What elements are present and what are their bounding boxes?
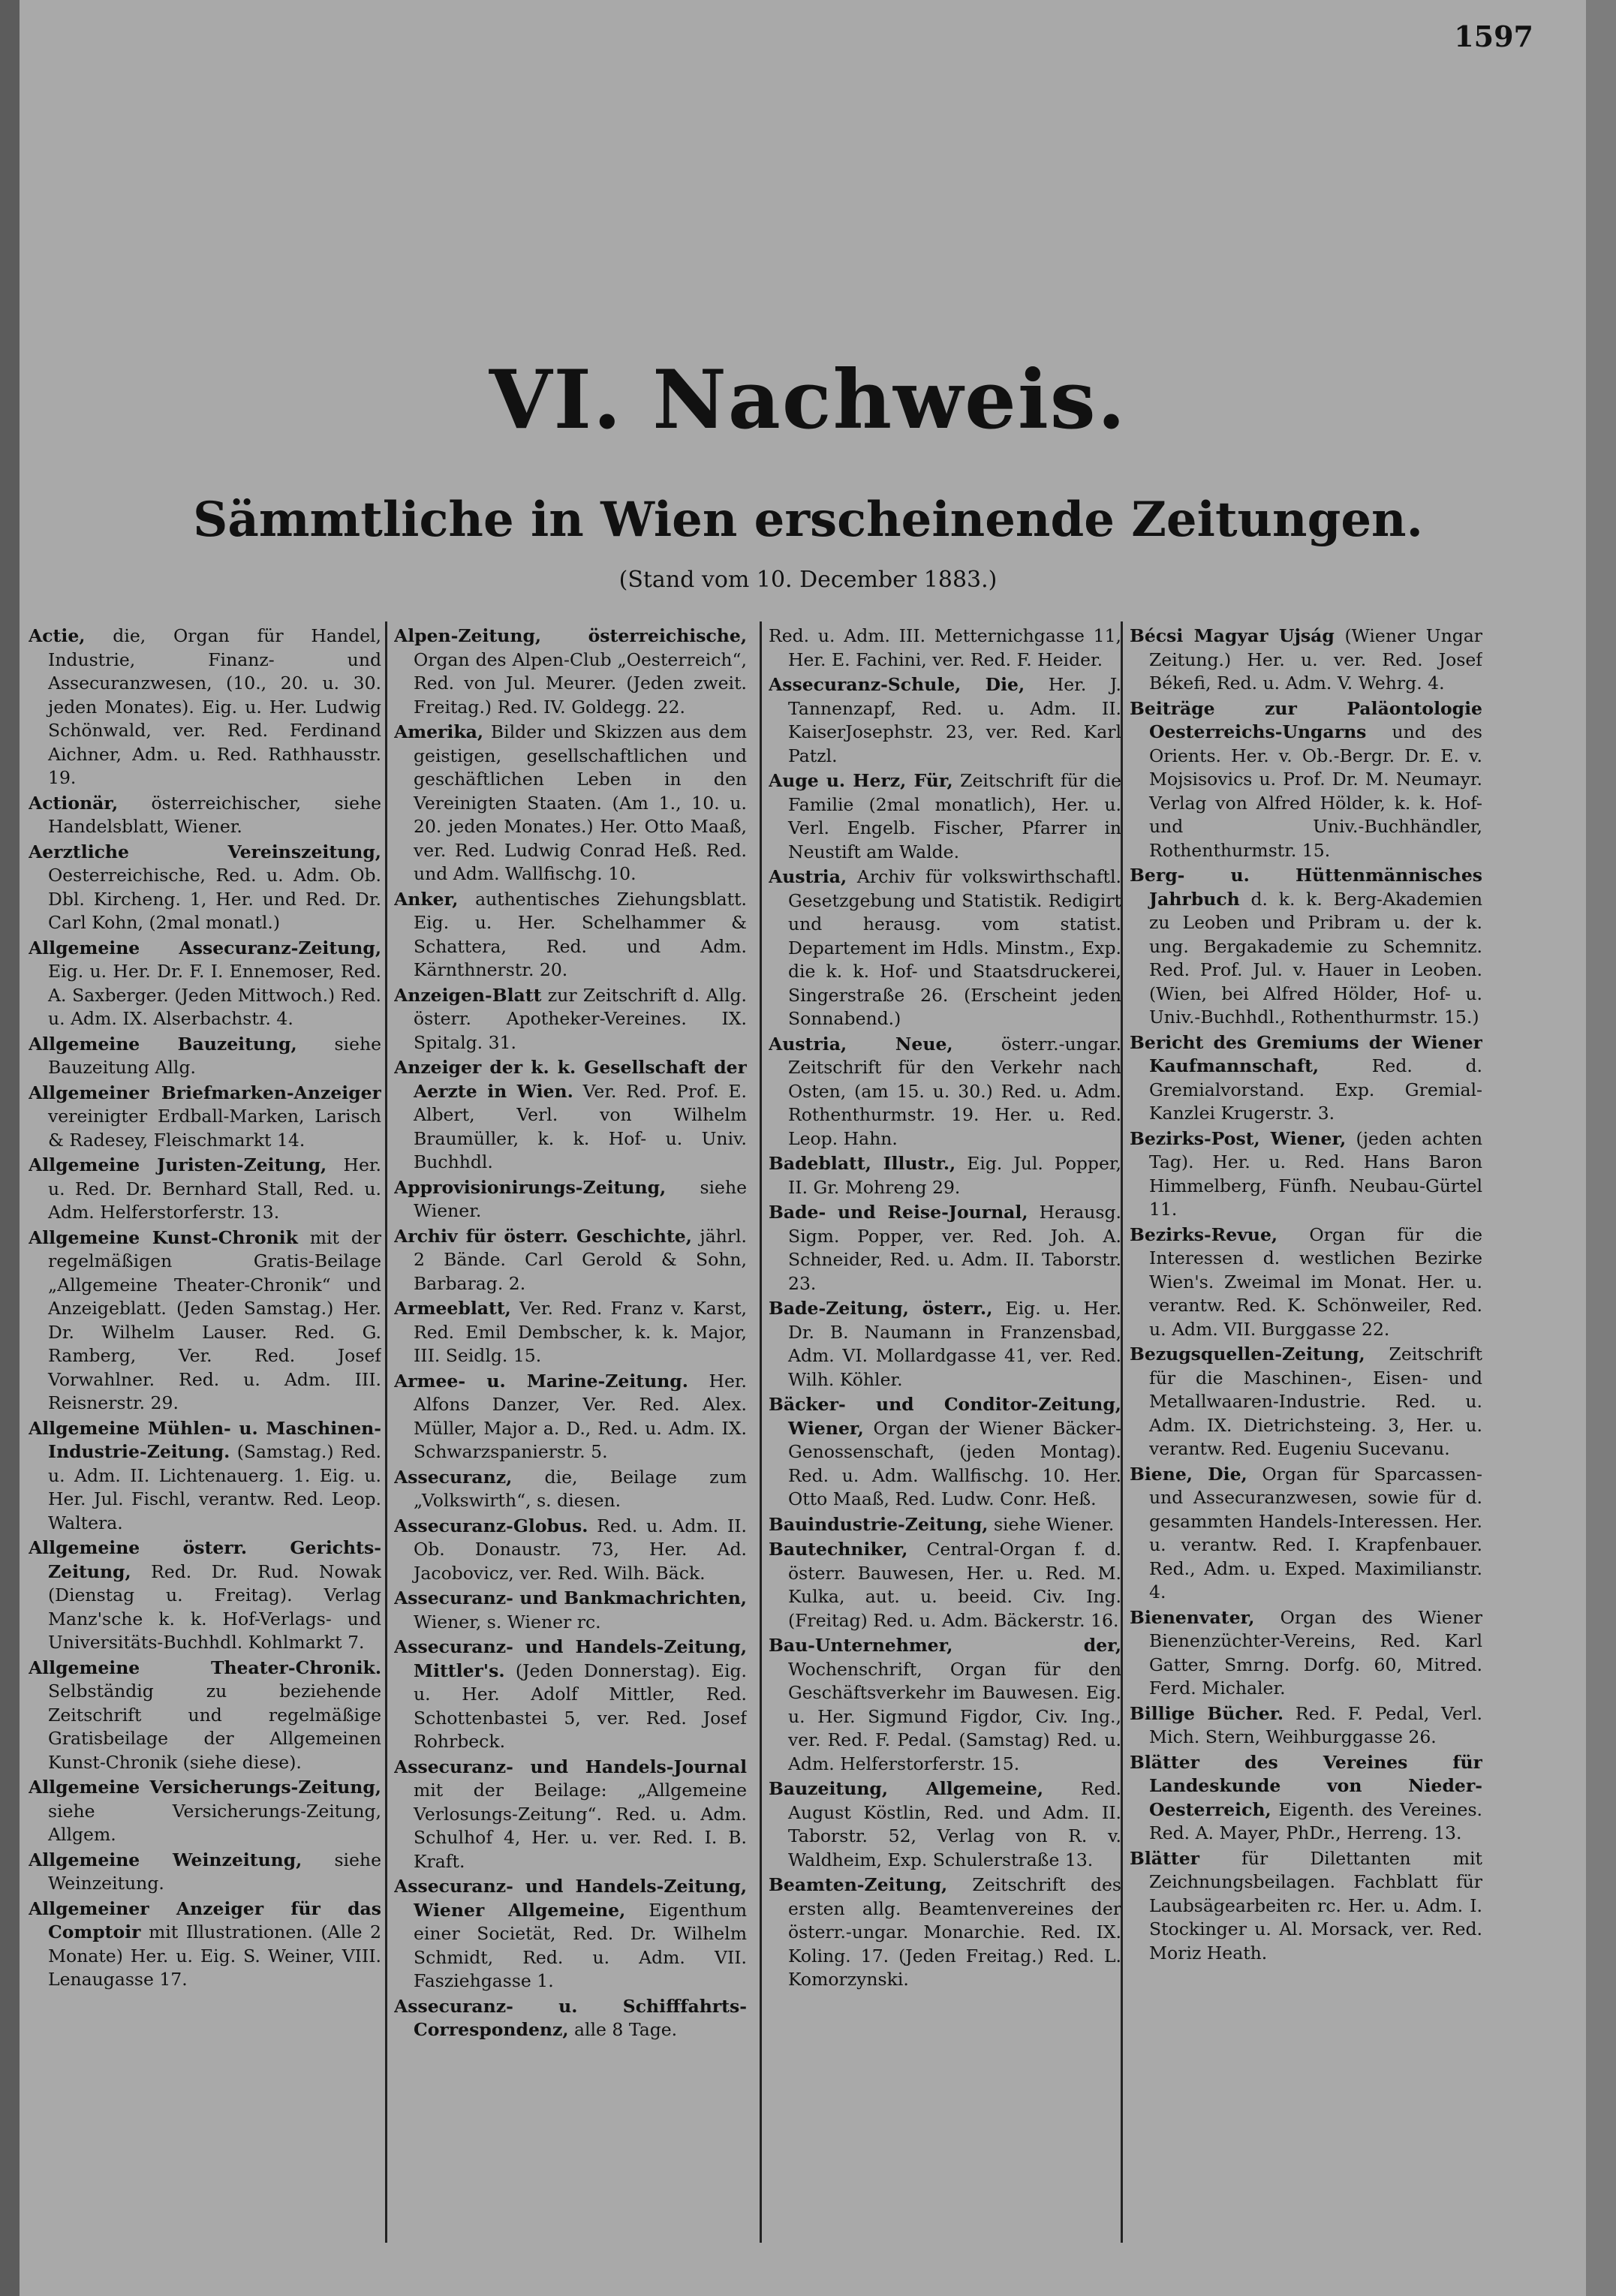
entry-title: Bau-Unternehmer, der, xyxy=(769,1635,1121,1656)
column-divider xyxy=(760,621,762,2243)
entry-title: Anker, xyxy=(394,888,459,910)
entry-text: alle 8 Tage. xyxy=(574,2019,678,2040)
entry-text: mit Illustrationen. (Alle 2 Monate) Her. u. Eig. S. Weiner, VIII. Lenaugasse 17. xyxy=(48,1921,381,1990)
entry-title: Allgemeine Assecuranz-Zeitung, xyxy=(29,937,381,958)
entry-title: Anzeigen-Blatt xyxy=(394,984,542,1006)
entry-title: Bécsi Magyar Ujság xyxy=(1130,625,1335,646)
entry-text: d. k. k. Berg-Akademien zu Leoben und Pribram u. der k. ung. Bergakademie zu Schemnitz. Red. Prof. Jul. v. Hauer in Leoben. (Wien, bei Alfred Hölder, Hof- u. Univ.-Buchhdl., Rothenthurmstr. 15.) xyxy=(1149,888,1482,1028)
directory-entry xyxy=(394,1466,747,1513)
entry-title: Assecuranz-Schule, Die, xyxy=(769,674,1025,695)
directory-entry xyxy=(1130,1463,1482,1605)
entry-text: siehe Bauzeitung Allg. xyxy=(48,1033,381,1078)
entry-title: Alpen-Zeitung, österreichische, xyxy=(394,625,747,646)
directory-entry xyxy=(29,1154,381,1225)
directory-entry xyxy=(394,1587,747,1634)
entry-title: Armee- u. Marine-Zeitung. xyxy=(394,1370,688,1392)
directory-entry xyxy=(29,1776,381,1847)
directory-entry xyxy=(29,1536,381,1655)
directory-entry xyxy=(394,1756,747,1874)
entry-title: Allgemeiner Anzeiger für das Comptoir xyxy=(29,1897,381,1942)
entry-title: Archiv für österr. Geschichte, xyxy=(394,1225,692,1247)
entry-title: Anzeiger der k. k. Gesellschaft der Aerzte in Wien. xyxy=(394,1057,747,1102)
entry-title: Allgemeine Bauzeitung, xyxy=(29,1033,297,1055)
column-2 xyxy=(394,624,747,2246)
entry-text: Red. August Köstlin, Red. und Adm. II. Taborstr. 52, Verlag von R. v. Waldheim, Exp. Schulerstraße 13. xyxy=(788,1778,1121,1870)
directory-entry xyxy=(769,673,1121,768)
entry-text: Ver. Red. Franz v. Karst, Red. Emil Dembscher, k. k. Major, III. Seidlg. 15. xyxy=(414,1298,747,1366)
entry-title: Bezugsquellen-Zeitung, xyxy=(1130,1344,1365,1365)
directory-entry xyxy=(1130,1343,1482,1461)
directory-entry xyxy=(394,1176,747,1223)
entry-text: siehe Versicherungs-Zeitung, Allgem. xyxy=(48,1800,381,1845)
entry-text: Zeitschrift für die Maschinen-, Eisen- und Metallwaaren-Industrie. Red. u. Adm. IX. Dietrichsteing. 3, Her. u. verantw. Red. Eugeniu Sucevanu. xyxy=(1149,1344,1482,1459)
entry-title: Bauzeitung, Allgemeine, xyxy=(769,1778,1044,1799)
entry-text: Eigenthum einer Societät, Red. Dr. Wilhelm Schmidt, Red. u. Adm. VII. Fasziehgasse 1. xyxy=(414,1899,747,1991)
directory-entry xyxy=(29,937,381,1031)
directory-entry xyxy=(1130,624,1482,696)
status-date: (Stand vom 10. December 1883.) xyxy=(618,567,998,593)
entry-title: Beamten-Zeitung, xyxy=(769,1874,948,1895)
entry-text: Archiv für volkswirthschaftl. Gesetzgebung und Statistik. Redigirt und herausg. vom statist. Departement im Hdls. Minstm., Exp. die k. k. Hof- und Staatsdruckerei, Singerstraße 26. (Erscheint jeden Sonnabend.) xyxy=(788,866,1121,1029)
entry-title: Actie, xyxy=(29,625,86,646)
entry-text: (jeden achten Tag). Her. u. Red. Hans Baron Himmelberg, Fünfh. Neubau-Gürtel 11. xyxy=(1149,1127,1482,1220)
entry-text: Her. u. Red. Dr. Bernhard Stall, Red. u. Adm. Helferstorferstr. 13. xyxy=(48,1154,381,1223)
column-3 xyxy=(769,624,1121,2246)
directory-entry xyxy=(394,984,747,1055)
entry-text: Organ des Wiener Bienenzüchter-Vereins, Red. Karl Gatter, Smrng. Dorfg. 60, Mitred. Ferd. Michaler. xyxy=(1149,1606,1482,1699)
directory-entry xyxy=(394,1635,747,1754)
directory-entry xyxy=(1130,1127,1482,1222)
entry-title: Bienenvater, xyxy=(1130,1606,1255,1628)
directory-entry xyxy=(1130,1223,1482,1342)
entry-text: Zeitschrift des ersten allg. Beamtenvereines der österr.-ungar. Monarchie. Red. IX. Koling. 17. (Jeden Freitag.) Red. L. Komorzynski. xyxy=(788,1874,1121,1990)
entry-title: Auge u. Herz, Für, xyxy=(769,770,953,791)
entry-title: Allgemeine Versicherungs-Zeitung, xyxy=(29,1777,381,1798)
entry-text: die, Organ für Handel, Industrie, Finanz- und Assecuranzwesen, (10., 20. u. 30. jeden Monates). Eig. u. Her. Ludwig Schönwald, ver. Red. Ferdinand Aichner, Adm. u. Red. Rathhausstr. 19. xyxy=(48,625,381,788)
entry-text: Eig. u. Her. Dr. F. I. Ennemoser, Red. A. Saxberger. (Jeden Mittwoch.) Red. u. Adm. IX. Alserbachstr. 4. xyxy=(48,961,381,1029)
entry-text: (Wiener Ungar Zeitung.) Her. u. ver. Red. Josef Békefi, Red. u. Adm. V. Wehrg. 4. xyxy=(1149,625,1482,694)
directory-entry xyxy=(1130,1847,1482,1966)
entry-title: Allgemeine österr. Gerichts-Zeitung, xyxy=(29,1537,381,1582)
entry-title: Badeblatt, Illustr., xyxy=(769,1153,956,1174)
entry-title: Bauindustrie-Zeitung, xyxy=(769,1513,989,1535)
entry-title: Austria, Neue, xyxy=(769,1033,953,1055)
directory-entry xyxy=(769,1513,1121,1537)
entry-text: Eigenth. des Vereines. Red. A. Mayer, PhDr., Herreng. 13. xyxy=(1149,1798,1482,1843)
entry-text: und des Orients. Her. v. Ob.-Bergr. Dr. E. v. Mojsisovics u. Prof. Dr. M. Neumayr. Verlag von Alfred Hölder, k. k. Hof- und Univ.-Buchhändler, Rothenthurmstr. 15. xyxy=(1149,721,1482,861)
entry-text: Organ für Sparcassen- und Assecuranzwesen, sowie für d. gesammten Handels-Interessen. Her. u. verantw. Red. I. Krapfenbauer. Red., Adm. u. Exped. Maximilianstr. 4. xyxy=(1149,1463,1482,1602)
directory-entry xyxy=(394,1995,747,2042)
page-number: 1597 xyxy=(1454,20,1533,53)
directory-entry xyxy=(29,792,381,839)
page-subtitle: Sämmtliche in Wien erscheinende Zeitungen. xyxy=(193,492,1423,548)
entry-text: vereinigter Erdball-Marken, Larisch & Radesey, Fleischmarkt 14. xyxy=(48,1106,381,1151)
directory-entry xyxy=(29,841,381,935)
entry-text: Bilder und Skizzen aus dem geistigen, gesellschaftlichen und geschäftlichen Leben in den Vereinigten Staaten. (Am 1., 10. u. 20. jeden Monates.) Her. Otto Maaß, ver. Red. Ludwig Conrad Heß. Red. und Adm. Wallfischg. 10. xyxy=(414,721,747,884)
entry-text: Central-Organ f. d. österr. Bauwesen, Her. u. Red. M. Kulka, aut. u. beeid. Civ. Ing. (Freitag) Red. u. Adm. Bäckerstr. 16. xyxy=(788,1539,1121,1631)
directory-entry xyxy=(769,1393,1121,1512)
entry-title: Assecuranz- und Handels-Zeitung, Wiener Allgemeine, xyxy=(394,1876,747,1921)
entry-title: Assecuranz, xyxy=(394,1466,513,1488)
directory-entry xyxy=(769,1201,1121,1295)
directory-entry xyxy=(769,1873,1121,1992)
entry-text: Red. d. Gremialvorstand. Exp. Gremial-Kanzlei Krugerstr. 3. xyxy=(1149,1055,1482,1124)
directory-entry xyxy=(29,1897,381,1992)
directory-entry xyxy=(394,1056,747,1175)
entry-text: österr.-ungar. Zeitschrift für den Verkehr nach Osten, (am 15. u. 30.) Red. u. Adm. Rothenthurmstr. 19. Her. u. Red. Leop. Hahn. xyxy=(788,1033,1121,1149)
entry-text: Her. Alfons Danzer, Ver. Red. Alex. Müller, Major a. D., Red. u. Adm. IX. Schwarzspanierstr. 5. xyxy=(414,1370,747,1462)
directory-entry xyxy=(394,721,747,886)
directory-entry xyxy=(29,1082,381,1153)
entry-text: österreichischer, siehe Handelsblatt, Wiener. xyxy=(48,792,381,837)
entry-text: siehe Weinzeitung. xyxy=(48,1849,381,1894)
directory-entry xyxy=(1130,697,1482,863)
entry-title: Amerika, xyxy=(394,721,484,742)
entry-text: Organ für die Interessen d. westlichen Bezirke Wien's. Zweimal im Monat. Her. u. verantw. Red. K. Schönweiler, Red. u. Adm. VII. Burggasse 22. xyxy=(1149,1223,1482,1340)
entry-title: Allgemeine Juristen-Zeitung, xyxy=(29,1154,327,1175)
entry-text: mit der Beilage: „Allgemeine Verlosungs-Zeitung“. Red. u. Adm. Schulhof 4, Her. u. ver. Red. I. B. Kraft. xyxy=(414,1780,747,1872)
entry-title: Assecuranz- und Bankmachrichten, xyxy=(394,1587,747,1608)
directory-entry xyxy=(769,865,1121,1031)
entry-text: Herausg. Sigm. Popper, ver. Red. Joh. A. Schneider, Red. u. Adm. II. Taborstr. 23. xyxy=(788,1202,1121,1294)
section-title: VI. Nachweis. xyxy=(489,353,1127,447)
entry-text: Red. Dr. Rud. Nowak (Dienstag u. Freitag). Verlag Manz'sche k. k. Hof-Verlags- und Universitäts-Buchhdl. Kohlmarkt 7. xyxy=(48,1560,381,1653)
entry-title: Approvisionirungs-Zeitung, xyxy=(394,1176,667,1198)
entry-title: Bade- und Reise-Journal, xyxy=(769,1202,1028,1223)
entry-title: Actionär, xyxy=(29,792,119,814)
directory-entry xyxy=(1130,864,1482,1030)
entry-title: Allgemeine Mühlen- u. Maschinen-Industrie-Zeitung. xyxy=(29,1417,381,1462)
entry-title: Bezirks-Revue, xyxy=(1130,1223,1278,1245)
directory-entry xyxy=(29,1033,381,1080)
entry-title: Biene, Die, xyxy=(1130,1463,1247,1485)
entry-text: Selbständig zu beziehende Zeitschrift und regelmäßige Gratisbeilage der Allgemeinen Kunst-Chronik (siehe diese). xyxy=(48,1681,381,1773)
directory-entry xyxy=(394,624,747,719)
entry-text: Wiener, s. Wiener rc. xyxy=(414,1611,601,1632)
entry-title: Blätter des Vereines für Landeskunde von Nieder-Oesterreich, xyxy=(1130,1751,1482,1820)
column-4 xyxy=(1130,624,1482,2246)
directory-entry xyxy=(29,1226,381,1416)
directory-entry xyxy=(29,624,381,790)
entry-text: Oesterreichische, Red. u. Adm. Ob. Dbl. Kircheng. 1, Her. und Red. Dr. Carl Kohn, (2mal monatl.) xyxy=(48,865,381,933)
entry-title: Bade-Zeitung, österr., xyxy=(769,1298,993,1319)
entry-text: (Jeden Donnerstag). Eig. u. Her. Adolf Mittler, Red. Schottenbastei 5, ver. Red. Josef Rohrbeck. xyxy=(414,1660,747,1752)
directory-entry xyxy=(769,1152,1121,1199)
directory-entry xyxy=(769,769,1121,864)
entry-text: die, Beilage zum „Volkswirth“, s. diesen. xyxy=(414,1466,747,1511)
entry-text: für Dilettanten mit Zeichnungsbeilagen. Fachblatt für Laubsägearbeiten rc. Her. u. Adm. I. Stockinger u. Al. Morsack, ver. Red. Moriz Heath. xyxy=(1149,1847,1482,1963)
directory-entry xyxy=(769,1297,1121,1392)
directory-entry xyxy=(769,1538,1121,1632)
entry-title: Bericht des Gremiums der Wiener Kaufmannschaft, xyxy=(1130,1031,1482,1076)
entry-text: (Samstag.) Red. u. Adm. II. Lichtenauerg. 1. Eig. u. Her. Jul. Fischl, verantw. Red. Leop. Waltera. xyxy=(48,1441,381,1533)
entry-text: Wochenschrift, Organ für den Geschäftsverkehr im Bauwesen. Eig. u. Her. Sigmund Figdor, Civ. Ing., ver. Red. F. Pedal. (Samstag) Red. u. Adm. Helferstorferstr. 15. xyxy=(788,1658,1121,1774)
entry-title: Assecuranz- und Handels-Journal xyxy=(394,1756,747,1777)
entry-text: Zeitschrift für die Familie (2mal monatlich), Her. u. Verl. Engelb. Fischer, Pfarrer in Neustift am Walde. xyxy=(788,770,1121,862)
directory-entry xyxy=(394,1297,747,1368)
entry-title: Allgemeiner Briefmarken-Anzeiger xyxy=(29,1082,381,1103)
entry-title: Beiträge zur Paläontologie Oesterreichs-Ungarns xyxy=(1130,697,1482,742)
directory-entry xyxy=(394,1515,747,1586)
entry-text: Red. u. Adm. III. Metternichgasse 11, Her. E. Fachini, ver. Red. F. Heider. xyxy=(769,625,1121,670)
entry-text: zur Zeitschrift d. Allg. österr. Apotheker-Vereines. IX. Spitalg. 31. xyxy=(414,984,747,1053)
entry-title: Bautechniker, xyxy=(769,1539,908,1560)
directory-entry xyxy=(394,1370,747,1464)
directory-entry xyxy=(1130,1702,1482,1750)
directory-entry xyxy=(769,1033,1121,1151)
directory-entry xyxy=(394,888,747,982)
entry-text: Her. J. Tannenzapf, Red. u. Adm. II. KaiserJosephstr. 23, ver. Red. Karl Patzl. xyxy=(788,674,1121,766)
entry-title: Berg- u. Hüttenmännisches Jahrbuch xyxy=(1130,865,1482,910)
directory-entry xyxy=(394,1875,747,1994)
directory-entry xyxy=(29,1417,381,1536)
entry-text: jährl. 2 Bände. Carl Gerold & Sohn, Barbarag. 2. xyxy=(414,1225,747,1294)
entry-title: Billige Bücher. xyxy=(1130,1702,1284,1724)
entry-text: Eig. u. Her. Dr. B. Naumann in Franzensbad, Adm. VI. Mollardgasse 41, ver. Red. Wilh. Köhler. xyxy=(788,1298,1121,1390)
entry-title: Austria, xyxy=(769,866,847,887)
directory-entry xyxy=(29,1849,381,1896)
entry-text: Red. u. Adm. II. Ob. Donaustr. 73, Her. Ad. Jacobovicz, ver. Red. Wilh. Bäck. xyxy=(414,1515,747,1584)
entry-title: Allgemeine Weinzeitung, xyxy=(29,1849,302,1870)
directory-entry xyxy=(769,624,1121,672)
entry-text: Organ des Alpen-Club „Oesterreich“, Red. von Jul. Meurer. (Jeden zweit. Freitag.) Red. IV. Goldegg. 22. xyxy=(414,648,747,718)
directory-entry xyxy=(1130,1606,1482,1701)
entry-title: Blätter xyxy=(1130,1847,1200,1869)
entry-text: Ver. Red. Prof. E. Albert, Verl. von Wilhelm Braumüller, k. k. Hof- u. Univ. Buchhdl. xyxy=(414,1080,747,1172)
entry-title: Aerztliche Vereinszeitung, xyxy=(29,841,381,862)
entry-text: Organ der Wiener Bäcker-Genossenschaft, (jeden Montag). Red. u. Adm. Wallfischg. 10. Her. Otto Maaß, Red. Ludw. Conr. Heß. xyxy=(788,1417,1121,1509)
entry-title: Armeeblatt, xyxy=(394,1298,511,1319)
entry-text: siehe Wiener. xyxy=(993,1513,1115,1535)
entry-text: Red. F. Pedal, Verl. Mich. Stern, Weihburggasse 26. xyxy=(1149,1702,1482,1747)
entry-text: Eig. Jul. Popper, II. Gr. Mohreng 29. xyxy=(788,1153,1121,1198)
entry-title: Allgemeine Kunst-Chronik xyxy=(29,1226,298,1248)
column-1 xyxy=(29,624,381,2246)
entry-title: Bäcker- und Conditor-Zeitung, Wiener, xyxy=(769,1394,1121,1439)
entry-text: mit der regelmäßigen Gratis-Beilage „Allgemeine Theater-Chronik“ und Anzeigeblatt. (Jeden Samstag.) Her. Dr. Wilhelm Lauser. Red. G. Ramberg, Ver. Red. Josef Vorwahlner. Red. u. Adm. III. Reisnerstr. 29. xyxy=(48,1226,381,1413)
entry-text: authentisches Ziehungsblatt. Eig. u. Her. Schelhammer & Schattera, Red. und Adm. Kärnthnerstr. 20. xyxy=(414,888,747,980)
directory-entry xyxy=(394,1225,747,1296)
entry-title: Assecuranz- u. Schifffahrts-Correspondenz, xyxy=(394,1995,747,2040)
directory-entry xyxy=(769,1634,1121,1776)
entry-title: Allgemeine Theater-Chronik. xyxy=(29,1657,381,1678)
entry-title: Assecuranz-Globus. xyxy=(394,1515,588,1536)
directory-entry xyxy=(29,1657,381,1775)
directory-entry xyxy=(1130,1031,1482,1126)
directory-entry xyxy=(1130,1751,1482,1846)
column-divider xyxy=(385,621,387,2243)
entry-text: siehe Wiener. xyxy=(414,1176,747,1221)
entry-title: Bezirks-Post, Wiener, xyxy=(1130,1127,1347,1149)
entry-title: Assecuranz- und Handels-Zeitung, Mittler's. xyxy=(394,1636,747,1681)
directory-entry xyxy=(769,1777,1121,1872)
